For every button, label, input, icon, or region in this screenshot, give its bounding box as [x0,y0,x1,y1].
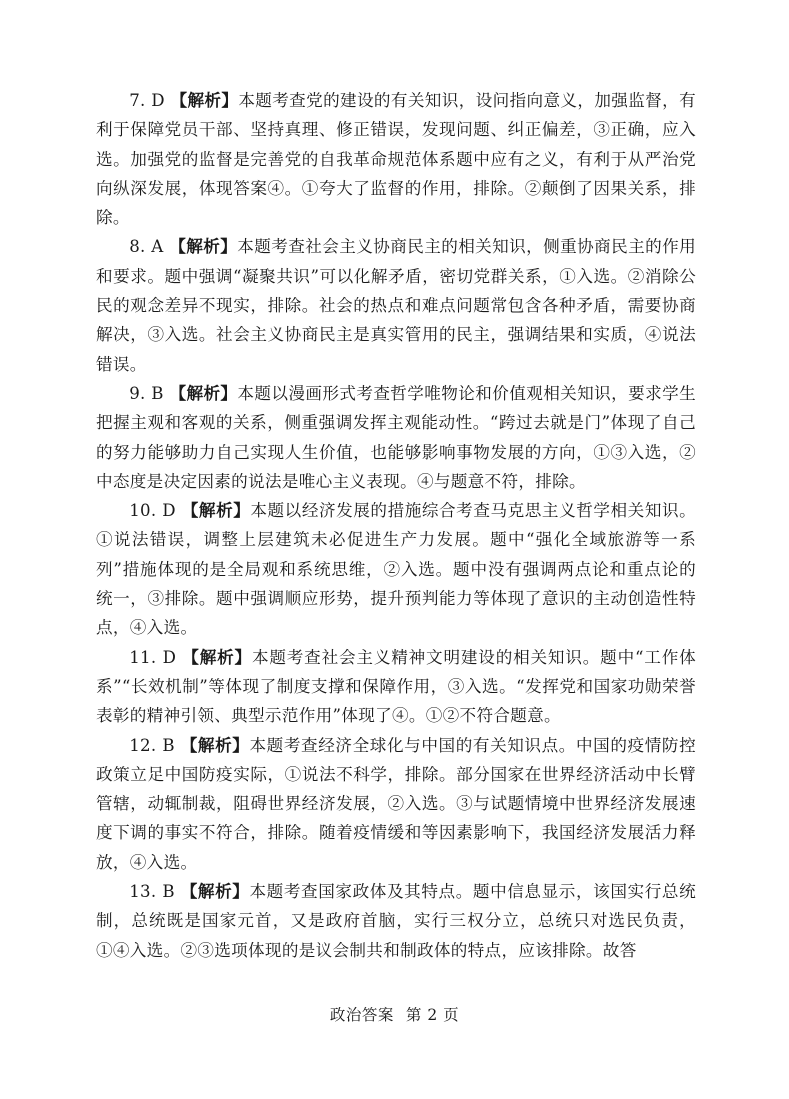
analysis-tag: 【解析】 [182,646,252,667]
item-text: 本题以经济发展的措施综合考查马克思主义哲学相关知识。①说法错误，调整上层建筑未必促进生产力发展。题中“强化全域旅游等一系列”措施体现的是全局观和系统思维，②入选。题中没有强调两点论和重点论的统一，③排除。题中强调顺应形势，提升预判能力等体现了意识的主动创造性特点，④入选。 [96,501,697,638]
page-footer [0,1003,789,1025]
answer-item-12 [96,731,696,877]
item-number: 12. B [129,735,175,755]
item-text: 本题考查党的建设的有关知识，设问指向意义，加强监督，有利于保障党员干部、坚持真理、修正错误，发现问题、纠正偏差，③正确，应入选。加强党的监督是完善党的自我革命规范体系题中应有之义，有利于从严治党向纵深发展，体现答案④。①夸大了监督的作用，排除。②颠倒了因果关系，排除。 [96,91,696,228]
analysis-tag: 【解析】 [169,236,238,257]
footer-subject: 政治答案 [329,1006,394,1024]
answer-item-7 [96,86,696,232]
item-number: 11. D [129,647,177,667]
item-number: 10. D [129,501,176,521]
analysis-tag: 【解析】 [170,90,239,110]
answer-content [96,86,696,965]
item-text: 本题考查社会主义协商民主的相关知识，侧重协商民主的作用和要求。题中强调“凝聚共识”可以化解矛盾，密切党群关系，①入选。②消除公民的观念差异不现实，排除。社会的热点和难点问题常包含各种矛盾，需要协商解决，③入选。社会主义协商民主是真实管用的民主，强调结果和实质，④说法错误。 [96,237,697,374]
answer-item-9 [96,379,696,496]
footer-page-number: 第 2 页 [405,1006,460,1024]
item-number: 13. B [129,882,175,902]
analysis-tag: 【解析】 [180,734,250,755]
analysis-tag: 【解析】 [181,500,251,521]
answer-item-8 [96,232,696,378]
item-text: 本题以漫画形式考查哲学唯物论和价值观相关知识，要求学生把握主观和客观的关系，侧重强调发挥主观能动性。“跨过去就是门”体现了自己的努力能够助力自己实现人生价值，也能够影响事物发展的方向，①③入选，②中态度是决定因素的说法是唯心主义表现。④与题意不符，排除。 [96,383,696,491]
item-number: 9. B [129,383,164,403]
item-text: 本题考查国家政体及其特点。题中信息显示，该国实行总统制，总统既是国家元首，又是政府首脑，实行三权分立，总统只对选民负责，①④入选。②③选项体现的是议会制共和制政体的特点，应该排除。故答 [96,882,697,960]
item-number: 7. D [129,91,165,110]
item-text: 本题考查经济全球化与中国的有关知识点。中国的疫情防控政策立足中国防疫实际，①说法不科学，排除。部分国家在世界经济活动中长臂管辖，动辄制裁，阻碍世界经济发展，②入选。③与试题情境中世界经济发展速度下调的事实不符合，排除。随着疫情缓和等因素影响下，我国经济发展活力释放，④入选。 [96,735,697,872]
answer-item-13 [96,877,696,965]
analysis-tag: 【解析】 [169,382,238,403]
item-number: 8. A [129,237,164,257]
analysis-tag: 【解析】 [180,881,250,902]
answer-item-10 [96,496,696,642]
answer-item-11 [96,643,696,731]
item-text: 本题考查社会主义精神文明建设的相关知识。题中“工作体系”“长效机制”等体现了制度支撑和保障作用，③入选。“发挥党和国家功勋荣誉表彰的精神引领、典型示范作用”体现了④。①②不符合题意。 [96,647,697,726]
